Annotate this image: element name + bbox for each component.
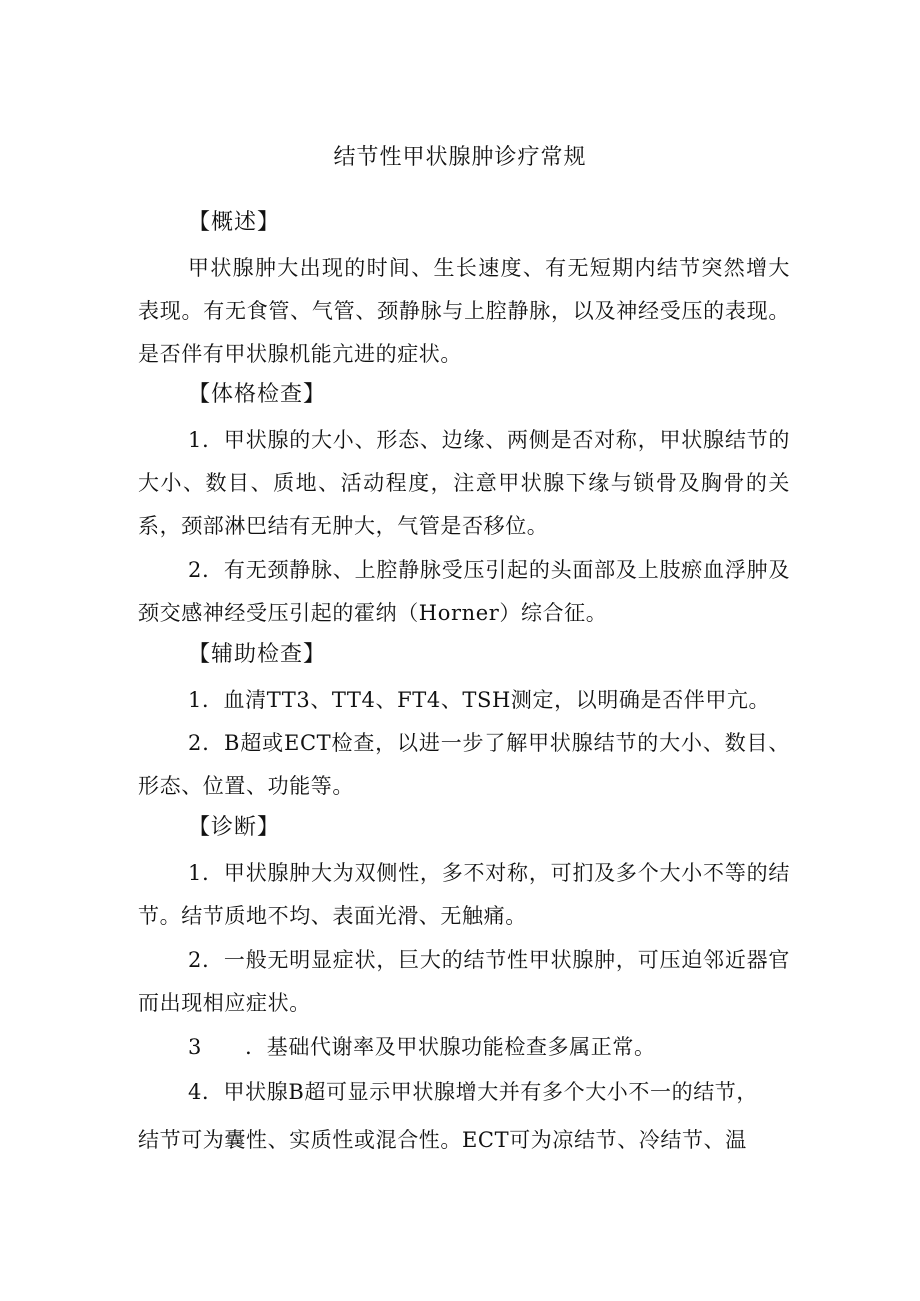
section-heading-physical-exam: 【体格检查】 bbox=[188, 382, 327, 407]
physical-exam-item-2: 2．有无颈静脉、上腔静脉受压引起的头面部及上肢瘀血浮肿及颈交感神经受压引起的霍纳（Horner）综合征。 bbox=[138, 558, 790, 625]
auxiliary-exam-item-2: 2．B超或ECT检查，以进一步了解甲状腺结节的大小、数目、形态、位置、功能等。 bbox=[138, 731, 790, 798]
section-heading-overview: 【概述】 bbox=[188, 210, 281, 235]
overview-paragraph: 甲状腺肿大出现的时间、生长速度、有无短期内结节突然增大表现。有无食管、气管、颈静脉与上腔静脉，以及神经受压的表现。是否伴有甲状腺机能亢进的症状。 bbox=[138, 256, 790, 366]
physical-exam-item-1: 1．甲状腺的大小、形态、边缘、两侧是否对称，甲状腺结节的大小、数目、质地、活动程度，注意甲状腺下缘与锁骨及胸骨的关系，颈部淋巴结有无肿大，气管是否移位。 bbox=[138, 428, 790, 538]
diagnosis-item-4: 4．甲状腺B超可显示甲状腺增大并有多个大小不一的结节， bbox=[188, 1080, 758, 1104]
diagnosis-item-4-continued: 结节可为囊性、实质性或混合性。ECT可为凉结节、冷结节、温 bbox=[138, 1128, 747, 1152]
section-heading-diagnosis: 【诊断】 bbox=[188, 815, 281, 840]
diagnosis-item-3: 3 ．基础代谢率及甲状腺功能检查多属正常。 bbox=[188, 1035, 656, 1059]
document-title: 结节性甲状腺肿诊疗常规 bbox=[333, 145, 587, 170]
section-heading-auxiliary-exam: 【辅助检查】 bbox=[188, 642, 327, 667]
diagnosis-item-2: 2．一般无明显症状，巨大的结节性甲状腺肿，可压迫邻近器官而出现相应症状。 bbox=[138, 948, 790, 1015]
auxiliary-exam-item-1: 1．血清TT3、TT4、FT4、TSH测定，以明确是否伴甲亢。 bbox=[188, 688, 771, 712]
diagnosis-item-1: 1．甲状腺肿大为双侧性，多不对称，可扪及多个大小不等的结节。结节质地不均、表面光滑、无触痛。 bbox=[138, 861, 790, 928]
